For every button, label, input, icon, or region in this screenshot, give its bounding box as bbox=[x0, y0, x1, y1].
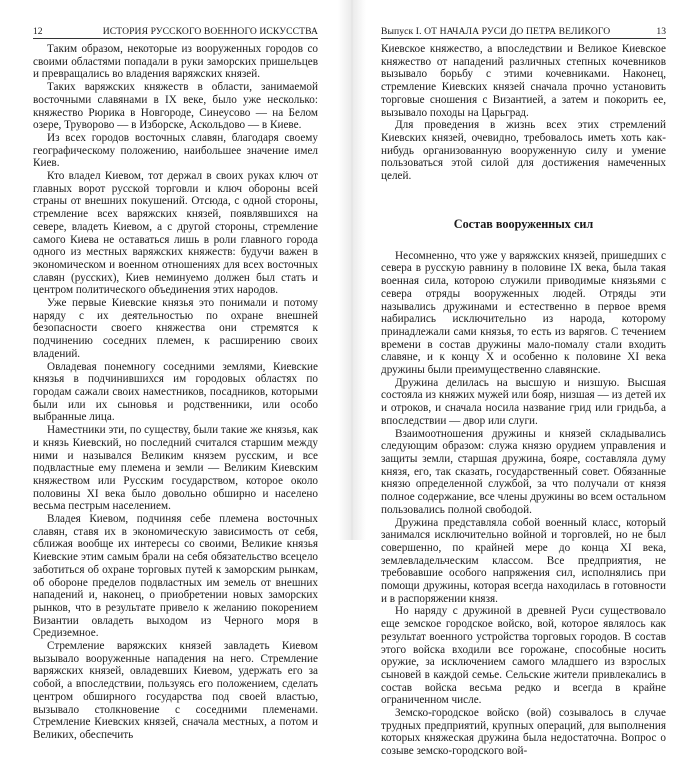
paragraph: Овладевая понемногу соседними землями, Киевские князья в подчинившихся им городовых областях по городам сажали своих наместников, посадников, которыми были или их сыновья и родственники, или особо выбранные лица. bbox=[33, 360, 318, 424]
paragraph: Дружина делилась на высшую и низшую. Высшая состояла из княжих мужей или бояр, низшая — из детей их и отроков, и сначала носила название грид или гридьба, а впоследствии — двор или слуги. bbox=[381, 376, 666, 427]
paragraph: Несомненно, что уже у варяжских князей, пришедших с севера в русскую равнину в половине IX века, была такая военная сила, которою служили приводимые князьями с севера отряды вооруженных людей. Отряды эти назывались дружинами и естественно в первое время набирались исключительно из народа, которому принадлежали сами князья, то есть из варягов. С течением времени в состав дружины мало-помалу стали входить славяне, и к концу X и особенно к половине XI века дружины были преимущественно славянские. bbox=[381, 249, 666, 377]
right-page bbox=[381, 26, 666, 758]
right-page-header bbox=[381, 26, 666, 39]
left-page bbox=[33, 26, 318, 742]
paragraph: Таких варяжских княжеств в области, занимаемой восточными славянами в IX веке, было уже несколько: княжество Рюрика в Новгороде, Синеусово — на Белом озере, Труворово — в Изборске, Аскольдово — в Киеве. bbox=[33, 81, 318, 132]
paragraph: Взаимоотношения дружины и князей складывались следующим образом: служа князю орудием управления и защиты земли, старшая дружина, бояре, составляла думу князя, его, так сказать, государственный совет. Обязанные князю определенной службой, за что получали от князя полное содержание, все члены дружины во всем остальном пользовались полной свободой. bbox=[381, 427, 666, 516]
paragraph: Из всех городов восточных славян, благодаря своему географическому положению, наибольшее значение имел Киев. bbox=[33, 131, 318, 170]
left-page-header bbox=[33, 26, 318, 39]
paragraph: Земско-городское войско (вой) созывалось в случае трудных предприятий, крупных операций, для выполнения которых княжеская дружина была недостаточна. Вопрос о созыве земско-городского вой- bbox=[381, 707, 666, 758]
paragraph: Таким образом, некоторые из вооруженных городов со своими областями попадали в руки заморских пришельцев и превращались во владения варяжских князей. bbox=[33, 43, 318, 81]
book-spine-fold bbox=[338, 0, 366, 540]
paragraph: Стремление варяжских князей завладеть Киевом вызывало вооруженные нападения на него. Стремление варяжских князей, овладевших Киевом, удержать его за собой, а впоследствии, пользуясь его положением, сделать центром обширного государства под своей властью, вызывало столкновение с соседними племенами. Стремление Киевских князей, сначала местных, а потом и Великих, обеспечить bbox=[33, 640, 318, 741]
running-head: Выпуск I. ОТ НАЧАЛА РУСИ ДО ПЕТРА ВЕЛИКОГО bbox=[381, 26, 611, 37]
paragraph: Владея Киевом, подчиняя себе племена восточных славян, ставя их в экономическую зависимость от себя, сближая вообще их интересы со своими, Великие князья Киевские этим самым брали на себя обязательство всецело заботиться об охране торговых путей к заморским рынкам, об обороне пределов подвластных им земель от внешних нападений и, наконец, о приобретении новых заморских рынков, что в результате привело к желанию покорением Византии овладеть выходом из Черного моря в Средиземное. bbox=[33, 513, 318, 640]
paragraph: Наместники эти, по существу, были такие же князья, как и князь Киевский, но последний считался старшим между ними и назывался Великим князем русским, и все подвластные ему племена и земли — Великим Киевским княжеством или Русским государством, которое около половины XI века было довольно обширно и населено весьма пестрым населением. bbox=[33, 424, 318, 513]
paragraph: Но наряду с дружиной в древней Руси существовало еще земское городское войско, вой, которое являлось как результат военного устройства торговых городов. В состав этого войска входили все горожане, способные носить оружие, за исключением самого младшего из взрослых сыновей в каждой семье. Сельские жители привлекались в состав войска весьма редко и всегда в крайне ограниченном числе. bbox=[381, 605, 666, 707]
page-number: 12 bbox=[33, 26, 43, 37]
page-number: 13 bbox=[656, 26, 666, 37]
paragraph: Дружина представляла собой военный класс, который занимался исключительно войной и торговлей, но не был совершенно, по крайней мере до конца XI века, землевладельческим классом. Все предприятия, не требовавшие особого напряжения сил, исполнялись при помощи дружины, которая всегда находилась в готовности и в распоряжении князя. bbox=[381, 516, 666, 605]
paragraph: Для проведения в жизнь всех этих стремлений Киевских князей, очевидно, требовалось иметь хоть как-нибудь организованную вооруженную силу и умение пользоваться этой силой для достижения намеченных целей. bbox=[381, 119, 666, 183]
paragraph: Уже первые Киевские князья это понимали и потому наряду с их деятельностью по охране внешней безопасности своего княжества они стремятся к подчинению соседних племен, к расширению своих владений. bbox=[33, 297, 318, 360]
paragraph: Киевское княжество, а впоследствии и Великое Киевское княжество от нападений различных степных кочевников вызывало борьбу с этими кочевниками. Наконец, стремление Киевских князей сначала прочно установить торговые сношения с Византией, а затем и покорить ее, вызывало походы на Царьград. bbox=[381, 43, 666, 119]
running-head: ИСТОРИЯ РУССКОГО ВОЕННОГО ИСКУССТВА bbox=[102, 26, 318, 37]
paragraph: Кто владел Киевом, тот держал в своих руках ключ от главных ворот русской торговли и ключ обороны всей страны от внешних покушений. Отсюда, с одной стороны, стремление всех варяжских князей, появлявшихся на севере, владеть Киевом, а с другой стороны, стремление самого Киева не оставаться лишь в роли главного города одного из местных варяжских княжеств: будучи важен в экономическом и военном отношениях для всех восточных славян (русских), Киев неминуемо должен был стать и центром политического объединения этих народов. bbox=[33, 170, 318, 297]
section-heading: Состав вооруженных сил bbox=[453, 216, 594, 231]
